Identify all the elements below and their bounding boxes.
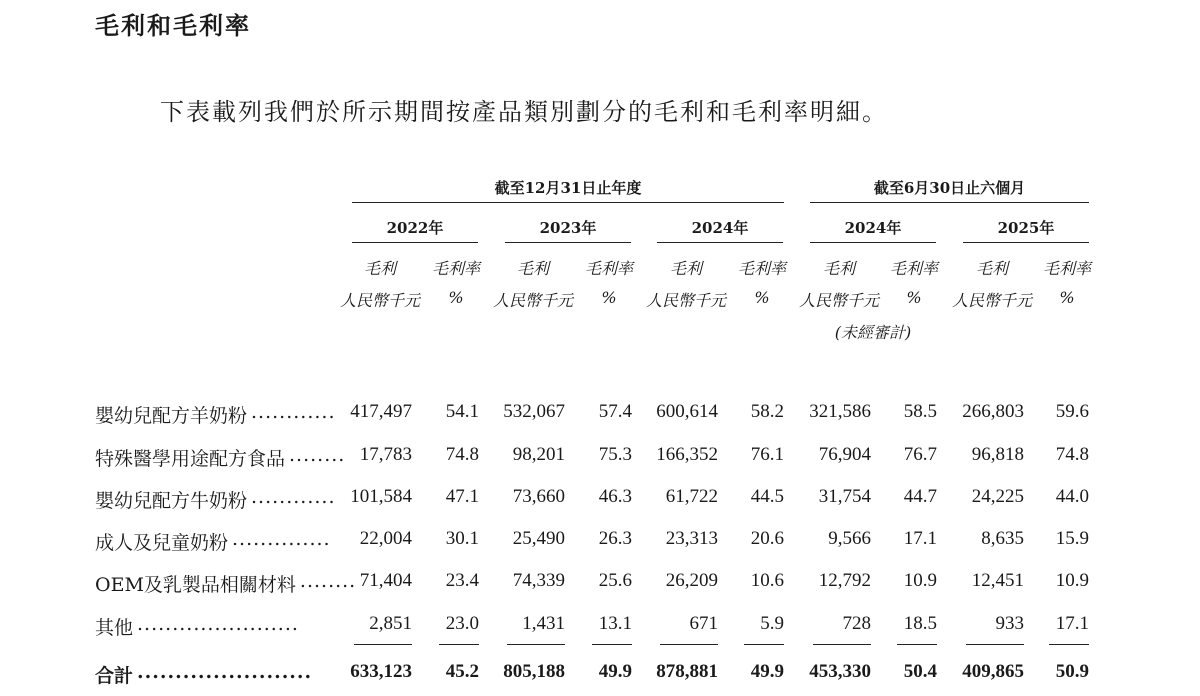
gross-profit-value: 23,313 [665, 528, 718, 549]
col-label-margin: 毛利率 [737, 259, 786, 278]
subtotal-rule [592, 644, 632, 645]
col-label-percent: % [906, 288, 922, 307]
gross-profit-value: 671 [689, 613, 718, 634]
row-label-text: 成人及兒童奶粉 [95, 532, 229, 554]
gross-margin-value: 44.0 [1055, 486, 1089, 507]
col-label-percent: % [448, 288, 464, 307]
gross-margin-value: 17.1 [903, 528, 937, 549]
gross-profit-value: 71,404 [359, 570, 412, 591]
group-underline-half [810, 202, 1089, 203]
gross-profit-value: 933 [995, 613, 1024, 634]
row-label [95, 528, 331, 555]
gross-profit-value: 728 [842, 613, 871, 634]
gross-margin-value: 47.1 [445, 486, 479, 507]
row-label-text: OEM及乳製品相關材料 [95, 574, 296, 596]
gross-profit-value: 25,490 [512, 528, 565, 549]
gross-margin-value: 54.1 [445, 401, 479, 422]
gross-profit-value: 26,209 [665, 570, 718, 591]
year-underline [352, 242, 478, 243]
group-header-annual: 截至12月31日止年度 [494, 179, 642, 197]
subtotal-rule [354, 644, 412, 645]
gross-margin-value: 49.9 [750, 661, 784, 682]
gross-profit-value: 17,783 [359, 444, 412, 465]
gross-margin-value: 49.9 [598, 661, 632, 682]
subtotal-rule [1049, 644, 1089, 645]
col-label-margin: 毛利率 [1042, 259, 1091, 278]
row-label-text: 合計 [95, 665, 134, 687]
year-underline [810, 242, 936, 243]
col-label-profit: 毛利 [669, 259, 702, 278]
col-label-margin: 毛利率 [584, 259, 633, 278]
leader-dots: ............ [251, 401, 336, 423]
gross-profit-value: 96,818 [971, 444, 1024, 465]
group-underline-annual [352, 202, 784, 203]
gross-margin-value: 13.1 [598, 613, 632, 634]
gross-profit-value: 31,754 [818, 486, 871, 507]
gross-profit-value: 532,067 [503, 401, 565, 422]
gross-margin-value: 17.1 [1055, 613, 1089, 634]
col-label-currency: 人民幣千元 [951, 291, 1032, 310]
gross-profit-value: 22,004 [359, 528, 412, 549]
leader-dots: ....................... [137, 661, 313, 683]
gross-profit-value: 74,339 [512, 570, 565, 591]
row-label-text: 特殊醫學用途配方食品 [95, 448, 286, 470]
gross-profit-value: 12,792 [818, 570, 871, 591]
col-label-percent: % [601, 288, 617, 307]
gross-margin-value: 46.3 [598, 486, 632, 507]
gross-margin-value: 25.6 [598, 570, 632, 591]
gross-margin-value: 50.9 [1055, 661, 1089, 682]
gross-profit-value: 76,904 [818, 444, 871, 465]
gross-profit-value: 98,201 [512, 444, 565, 465]
gross-margin-value: 18.5 [903, 613, 937, 634]
group-header-half: 截至6月30日止六個月 [873, 179, 1026, 197]
row-label [95, 570, 357, 597]
gross-margin-value: 10.9 [903, 570, 937, 591]
col-label-unaudited: (未經審計) [834, 323, 912, 342]
gross-margin-value: 57.4 [598, 401, 632, 422]
col-label-currency: 人民幣千元 [798, 291, 879, 310]
gross-margin-value: 10.6 [750, 570, 784, 591]
gross-profit-value: 166,352 [656, 444, 718, 465]
gross-margin-value: 23.0 [445, 613, 479, 634]
gross-profit-value: 633,123 [350, 661, 412, 682]
subtotal-rule [507, 644, 565, 645]
subtotal-rule [439, 644, 479, 645]
year-underline [505, 242, 631, 243]
col-label-currency: 人民幣千元 [492, 291, 573, 310]
row-label-text: 嬰幼兒配方牛奶粉 [95, 490, 248, 512]
gross-profit-value: 878,881 [656, 661, 718, 682]
leader-dots: .............. [232, 528, 331, 550]
gross-profit-value: 321,586 [809, 401, 871, 422]
gross-margin-value: 44.5 [750, 486, 784, 507]
col-label-percent: % [1059, 288, 1075, 307]
gross-margin-value: 74.8 [1055, 444, 1089, 465]
subtotal-rule [966, 644, 1024, 645]
gross-margin-value: 10.9 [1055, 570, 1089, 591]
gross-margin-value: 50.4 [903, 661, 937, 682]
gross-profit-value: 453,330 [809, 661, 871, 682]
leader-dots: ........ [299, 570, 357, 592]
col-label-profit: 毛利 [822, 259, 855, 278]
row-label [95, 444, 346, 471]
col-label-percent: % [754, 288, 770, 307]
year-underline [657, 242, 783, 243]
gross-profit-value: 8,635 [981, 528, 1024, 549]
gross-margin-value: 23.4 [445, 570, 479, 591]
gross-profit-value: 805,188 [503, 661, 565, 682]
gross-profit-value: 409,865 [962, 661, 1024, 682]
col-label-margin: 毛利率 [431, 259, 480, 278]
gross-profit-value: 600,614 [656, 401, 718, 422]
gross-margin-value: 74.8 [445, 444, 479, 465]
col-label-currency: 人民幣千元 [339, 291, 420, 310]
subtotal-rule [660, 644, 718, 645]
gross-margin-value: 58.5 [903, 401, 937, 422]
gross-profit-value: 417,497 [350, 401, 412, 422]
row-label-text: 其他 [95, 617, 134, 639]
gross-profit-value: 9,566 [828, 528, 871, 549]
gross-margin-value: 5.9 [760, 613, 784, 634]
intro-paragraph: 下表載列我們於所示期間按產品類別劃分的毛利和毛利率明細。 [160, 98, 888, 126]
year-header: 2024年 [844, 219, 902, 237]
gross-margin-value: 26.3 [598, 528, 632, 549]
gross-profit-value: 61,722 [665, 486, 718, 507]
col-label-currency: 人民幣千元 [645, 291, 726, 310]
year-header: 2025年 [997, 219, 1055, 237]
gross-profit-value: 73,660 [512, 486, 565, 507]
row-label [95, 661, 327, 688]
row-label [95, 613, 327, 640]
col-label-profit: 毛利 [975, 259, 1008, 278]
subtotal-rule [744, 644, 784, 645]
gross-profit-value: 2,851 [369, 613, 412, 634]
gross-profit-value: 24,225 [971, 486, 1024, 507]
gross-margin-value: 76.1 [750, 444, 784, 465]
gross-margin-value: 76.7 [903, 444, 937, 465]
year-underline [963, 242, 1089, 243]
col-label-margin: 毛利率 [889, 259, 938, 278]
gross-margin-value: 45.2 [445, 661, 479, 682]
gross-profit-value: 12,451 [971, 570, 1024, 591]
col-label-profit: 毛利 [516, 259, 549, 278]
subtotal-rule [813, 644, 871, 645]
section-title: 毛利和毛利率 [95, 12, 251, 40]
gross-margin-value: 15.9 [1055, 528, 1089, 549]
gross-profit-value: 266,803 [962, 401, 1024, 422]
gross-profit-value: 1,431 [522, 613, 565, 634]
year-header: 2022年 [386, 219, 444, 237]
leader-dots: ....................... [137, 613, 299, 635]
gross-margin-value: 30.1 [445, 528, 479, 549]
row-label-text: 嬰幼兒配方羊奶粉 [95, 405, 248, 427]
gross-margin-value: 75.3 [598, 444, 632, 465]
leader-dots: ........ [289, 444, 346, 466]
leader-dots: ............ [251, 486, 336, 508]
gross-margin-value: 58.2 [750, 401, 784, 422]
row-label [95, 401, 336, 428]
row-label [95, 486, 336, 513]
gross-margin-value: 59.6 [1055, 401, 1089, 422]
year-header: 2023年 [539, 219, 597, 237]
gross-profit-value: 101,584 [350, 486, 412, 507]
subtotal-rule [897, 644, 937, 645]
gross-margin-value: 44.7 [903, 486, 937, 507]
col-label-profit: 毛利 [363, 259, 396, 278]
year-header: 2024年 [691, 219, 749, 237]
gross-margin-value: 20.6 [750, 528, 784, 549]
